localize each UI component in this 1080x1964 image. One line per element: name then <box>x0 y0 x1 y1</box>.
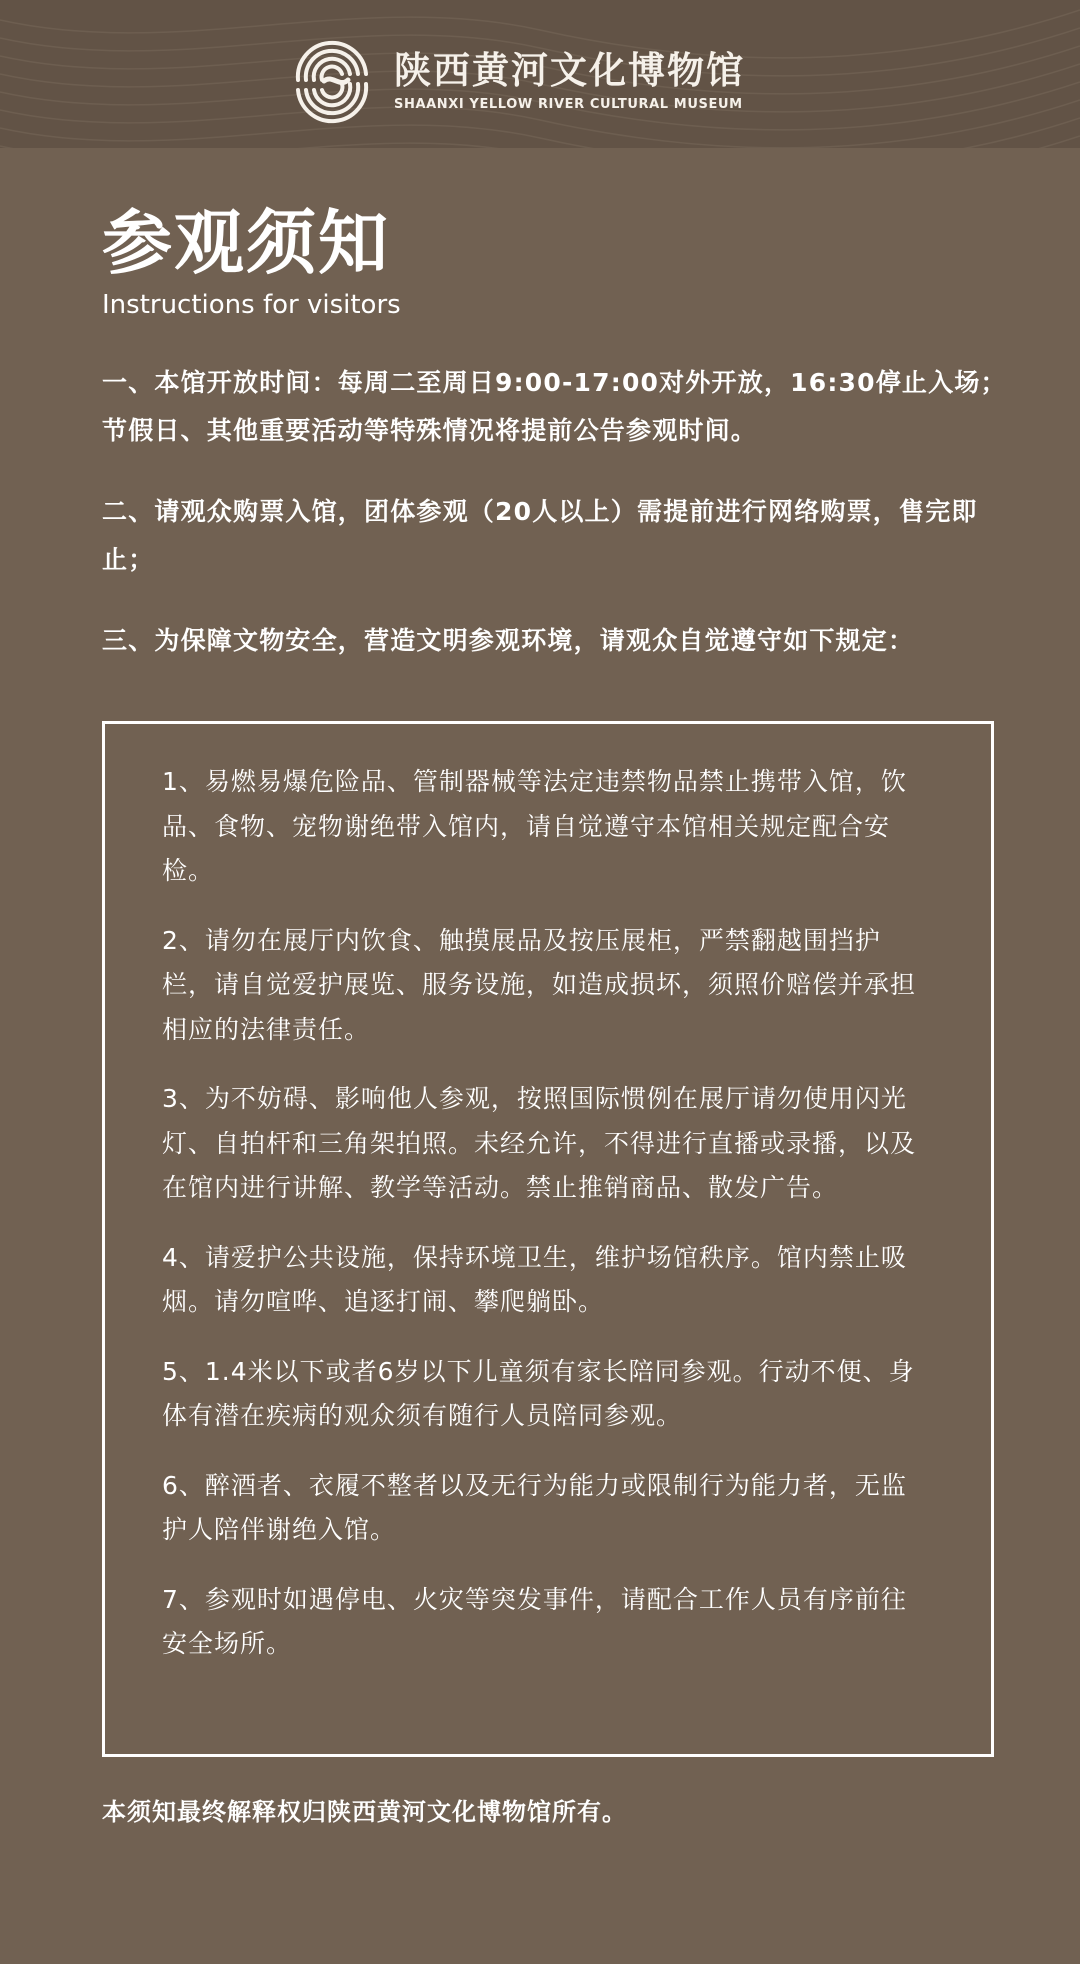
intro-paragraph-rules-lead: 三、为保障文物安全，营造文明参观环境，请观众自觉遵守如下规定： <box>102 626 915 655</box>
page-subtitle: Instructions for visitors <box>102 290 401 320</box>
yellow-river-logo-icon <box>284 34 380 130</box>
museum-name-cn: 陕西黄河文化博物馆 <box>394 49 745 92</box>
header-banner <box>0 0 1080 148</box>
intro-section <box>102 359 1007 698</box>
rule-item: 5、1.4米以下或者6岁以下儿童须有家长陪同参观。行动不便、身体有潜在疾病的观众须有随行人员陪同参观。 <box>162 1356 915 1430</box>
rule-item: 3、为不妨碍、影响他人参观，按照国际惯例在展厅请勿使用闪光灯、自拍杆和三角架拍照。未经允许，不得进行直播或录播，以及在馆内进行讲解、教学等活动。禁止推销商品、散发广告。 <box>162 1084 917 1202</box>
rule-item: 4、请爱护公共设施，保持环境卫生，维护场馆秩序。馆内禁止吸烟。请勿喧哗、追逐打闹、攀爬躺卧。 <box>162 1242 907 1316</box>
museum-brand <box>284 34 745 130</box>
rule-item: 6、醉酒者、衣履不整者以及无行为能力或限制行为能力者，无监护人陪伴谢绝入馆。 <box>162 1470 907 1544</box>
rule-item: 1、易燃易爆危险品、管制器械等法定违禁物品禁止携带入馆，饮品、食物、宠物谢绝带入馆内，请自觉遵守本馆相关规定配合安检。 <box>162 767 907 885</box>
page-title: 参观须知 <box>102 202 390 284</box>
footer-note: 本须知最终解释权归陕西黄河文化博物馆所有。 <box>102 1798 627 1826</box>
intro-paragraph-tickets: 二、请观众购票入馆，团体参观（20人以上）需提前进行网络购票，售完即止； <box>102 497 978 574</box>
rule-item: 2、请勿在展厅内饮食、触摸展品及按压展柜，严禁翻越围挡护栏，请自觉爱护展览、服务设施，如造成损坏，须照价赔偿并承担相应的法律责任。 <box>162 925 917 1044</box>
rules-list <box>162 760 922 1692</box>
museum-name-en: SHAANXI YELLOW RIVER CULTURAL MUSEUM <box>394 97 743 112</box>
rule-item: 7、参观时如遇停电、火灾等突发事件，请配合工作人员有序前往安全场所。 <box>162 1584 907 1658</box>
rules-box <box>102 721 994 1757</box>
intro-paragraph-opening-hours: 一、本馆开放时间：每周二至周日9:00-17:00对外开放，16:30停止入场；节假日、其他重要活动等特殊情况将提前公告参观时间。 <box>102 368 1007 445</box>
page-title-block <box>102 198 401 322</box>
